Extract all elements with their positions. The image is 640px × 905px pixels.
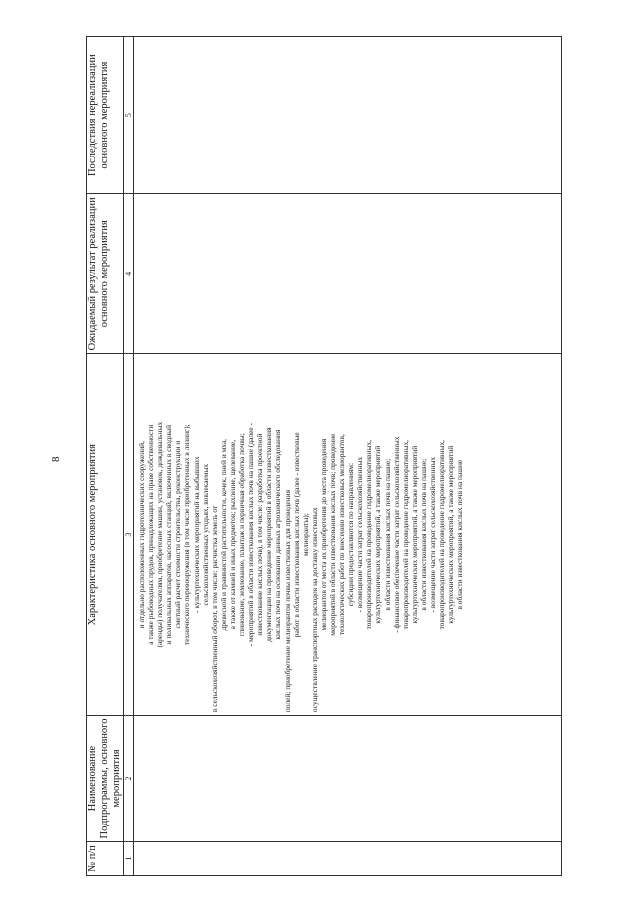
- characteristic-line: полей; приобретение мелиорантов почвы известковых для проведения: [282, 490, 292, 713]
- column-number-2: 2: [124, 716, 134, 842]
- characteristic-line: глинование, землевание, плантаж и первичная обработка почвы;: [237, 433, 247, 637]
- header-expected-result: Ожидаемый результат реализации основного мероприятия: [87, 194, 124, 354]
- page-number: 8: [50, 456, 62, 462]
- characteristic-line: в сельскохозяйственный оборот, в том числе: расчистка земель от: [209, 505, 219, 713]
- characteristic-line: мелиорантов от места их приобретения до места проведения: [318, 438, 328, 631]
- characteristic-line: сметный расчет стоимости строительства, реконструкции и: [173, 440, 183, 629]
- characteristic-line: товаропроизводителей на проведение гидромелиоративных,: [364, 439, 374, 630]
- header-consequences: Последствия нереализации основного мероприятия: [87, 37, 124, 194]
- column-number-4: 4: [124, 194, 134, 354]
- cell-consequences: [134, 37, 562, 194]
- measures-table: [86, 36, 562, 876]
- characteristic-line: культуртехнических мероприятий, а также мероприятий: [409, 445, 419, 624]
- characteristic-line: - мероприятий в области известкования кислых почв на пашне (далее -: [246, 423, 256, 647]
- characteristic-line: в области известкования кислых почв на пашне;: [382, 458, 392, 611]
- characteristic-line: в области известкования кислых почв на пашне: [455, 459, 465, 610]
- characteristic-line: осуществление транспортных расходов на доставку известковых: [309, 507, 319, 713]
- cell-characteristic: [134, 354, 562, 716]
- characteristic-line: товаропроизводителей на проведение гидромелиоративных,: [437, 439, 447, 630]
- characteristic-line: известкование кислых почв), в том числе: разработка проектной: [255, 433, 265, 636]
- characteristic-line: мероприятий в области известкования кислых почв; проведение: [327, 433, 337, 636]
- characteristic-line: товаропроизводителей на проведение гидромелиоративных,: [400, 439, 410, 630]
- characteristic-line: технического перевооружения (в том числе приобретенных в лизинг);: [182, 424, 192, 645]
- characteristic-line: культуртехнических мероприятий, а также мероприятий: [446, 445, 456, 624]
- cell-expected-result: [134, 194, 562, 354]
- characteristic-text: [134, 354, 464, 715]
- header-name: Наименование Подпрограммы, основного мероприятия: [87, 716, 124, 842]
- characteristic-line: мелиоранты);: [300, 513, 310, 557]
- characteristic-line: документации на проведение мероприятий в области известкования: [264, 427, 274, 642]
- column-number-5: 5: [124, 37, 134, 194]
- header-row: [87, 37, 124, 876]
- header-characteristic: Характеристика основного мероприятия: [87, 354, 124, 716]
- characteristic-line: - возмещение части затрат сельскохозяйственных: [355, 456, 365, 613]
- characteristic-line: культуртехнических мероприятий, а также мероприятий: [373, 445, 383, 624]
- characteristic-line: сельскохозяйственных угодьях, вовлекаемых: [200, 463, 210, 606]
- characteristic-line: - культуртехнических мероприятий на выбывших: [191, 456, 201, 613]
- characteristic-line: (аренды) получателям, приобретение машин, установок, дождевальных: [155, 421, 165, 648]
- cell-name: [134, 716, 562, 842]
- characteristic-line: а также от камней и иных предметов; рыхление, щелевание,: [227, 439, 237, 630]
- characteristic-line: и поливальных аппаратов, насосных станций, включенных в сводный: [164, 424, 174, 645]
- characteristic-line: работ в области известкования кислых почв (далее - известковые: [291, 432, 301, 638]
- characteristic-line: кислых почв на основании данных агрохимического обследования: [273, 429, 283, 640]
- characteristic-line: в области известкования кислых почв на пашне;: [418, 458, 428, 611]
- table-row: [134, 37, 562, 876]
- characteristic-line: - возмещение части затрат сельскохозяйственных: [428, 456, 437, 613]
- characteristic-line: субсидии предоставляются по направлениям:: [346, 462, 356, 607]
- characteristic-line: - финансовое обеспечение части затрат сельскохозяйственных: [391, 436, 401, 633]
- column-number-row: [124, 37, 134, 876]
- characteristic-line: технологических работ по внесению известковых мелиорантов,: [337, 434, 347, 636]
- column-number-3: 3: [124, 354, 134, 716]
- header-number: № п/п: [87, 841, 124, 875]
- characteristic-line: а также рыбоводных прудов, принадлежащих на праве собственности: [146, 424, 156, 645]
- characteristic-line: и отдельно расположенных гидротехнических сооружений,: [137, 441, 146, 629]
- cell-number: [134, 841, 562, 875]
- column-number-1: 1: [124, 841, 134, 875]
- characteristic-line: древесной и травянистой растительности, кочек, пней и мха,: [218, 439, 228, 631]
